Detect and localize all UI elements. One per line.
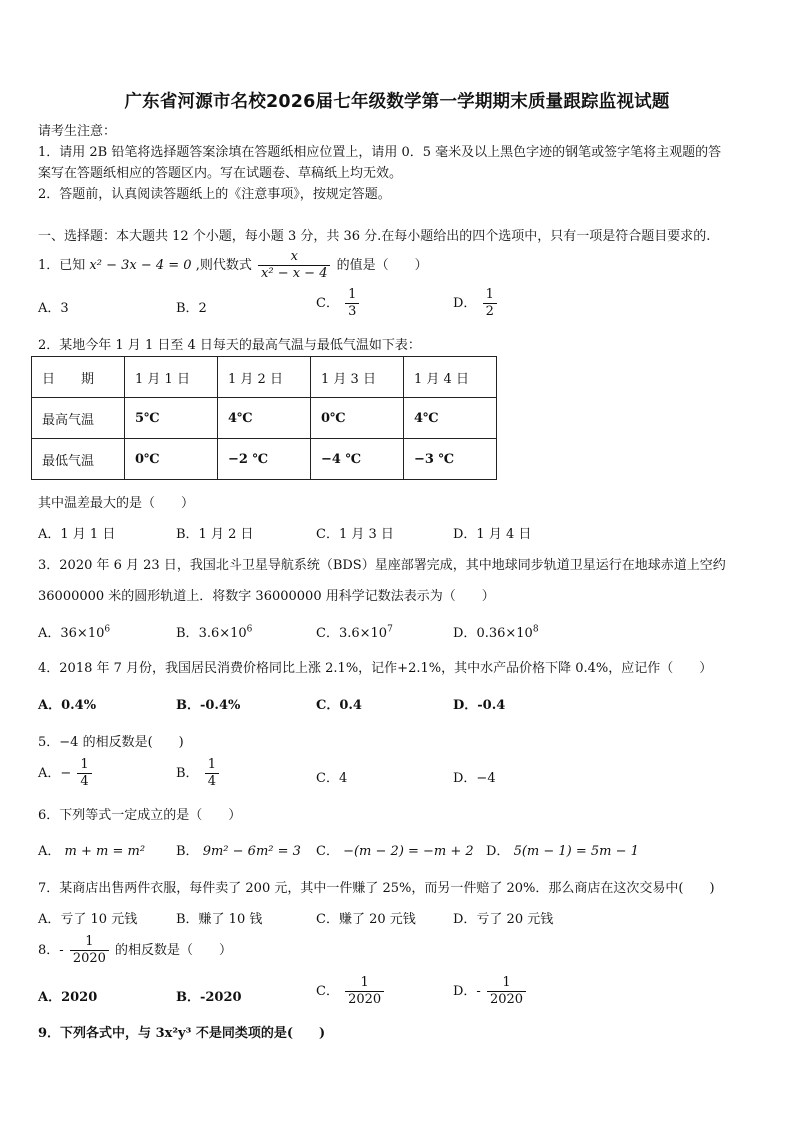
option-exponent: 8 [532,624,539,635]
q1-option-a: A．3 [38,301,69,316]
table-row [32,357,497,398]
table-cell: 最高气温 [32,398,125,439]
notice-item-1: 1．请用 2B 铅笔将选择题答案涂填在答题纸相应位置上，请用 0．5 毫米及以上黑色字迹的钢笔或签字笔将主观题的答 [38,145,722,160]
q8-option-a: A．2020 [38,990,98,1005]
q2-option-b: B．1 月 2 日 [176,527,254,542]
option-label: C． [316,626,339,641]
frac-num: 1 [483,287,497,304]
frac-den: 4 [207,774,216,789]
q1-option-c-label: C． [316,296,339,311]
q5-option-d: D．−4 [453,771,496,786]
section-heading: 一、选择题：本大题共 12 个小题，每小题 3 分，共 36 分.在每小题给出的四个选项中，只有一项是符合题目要求的. [38,229,711,244]
q5-option-b [176,757,221,790]
frac-num: 1 [487,975,526,992]
q1-option-d-label: D． [453,296,477,311]
q1-middle: ,则代数式 [195,258,252,273]
frac-den: 4 [80,774,89,789]
question-3-cont: 36000000 米的圆形轨道上．将数字 36000000 用科学记数法表示为（ ） [38,589,495,604]
q6-option-c [316,840,474,859]
table-cell: 日 期 [32,357,125,398]
frac-num: 1 [345,975,384,992]
q4-option-a: A．0.4% [38,698,97,713]
table-cell: 5℃ [125,398,218,439]
table-cell: −3 ℃ [404,439,497,480]
q4-option-c: C．0.4 [316,698,362,713]
table-cell: 4℃ [404,398,497,439]
q5-option-b-fraction [205,757,219,790]
q2-option-a: A．1 月 1 日 [38,527,116,542]
option-label: A． [38,844,61,859]
option-label: C． [316,984,339,999]
frac-den: 2020 [72,951,106,966]
option-value: 3.6×10 [338,626,388,641]
notice-item-1-cont: 案写在答题纸相应的答题区内。写在试题卷、草稿纸上均无效。 [38,166,403,181]
temperature-table [31,356,497,480]
question-8 [38,934,232,967]
q5-option-a [38,757,94,790]
option-expression: 9m² − 6m² = 3 [202,844,301,859]
q5-option-c: C．4 [316,771,348,786]
table-cell: 4℃ [218,398,311,439]
question-9: 9．下列各式中，与 3x²y³ 不是同类项的是( ) [38,1026,326,1041]
question-2: 2．某地今年 1 月 1 日至 4 日每天的最高气温与最低气温如下表： [38,338,421,353]
option-exponent: 6 [246,624,253,635]
q4-option-d: D．-0.4 [453,698,506,713]
table-cell: 1 月 3 日 [311,357,404,398]
option-label: A．− [38,766,72,781]
frac-num: 1 [70,934,109,951]
question-6: 6．下列等式一定成立的是（ ） [38,808,242,823]
option-label: C． [316,844,339,859]
table-cell: −4 ℃ [311,439,404,480]
q1-option-d [453,287,499,320]
table-row [32,439,497,480]
q8-option-d-fraction [487,975,526,1008]
option-exponent: 6 [104,624,111,635]
option-label: B． [176,766,199,781]
option-label: B． [176,626,199,641]
question-7: 7．某商店出售两件衣服，每件卖了 200 元，其中一件赚了 25%，而另一件赔了 20%．那么商店在这次交易中( ) [38,881,715,896]
q8-fraction [70,934,109,967]
q1-fraction [258,249,330,282]
q1-option-c [316,287,361,320]
q6-option-d [486,840,639,859]
table-cell: 1 月 4 日 [404,357,497,398]
option-label: B． [176,844,199,859]
option-label: A． [38,626,61,641]
frac-den: 2 [485,304,494,319]
option-label: D．- [453,984,481,999]
option-expression: −(m − 2) = −m + 2 [343,844,474,859]
q3-option-c [316,622,393,641]
q1-frac-num: x [258,249,330,266]
q2-option-c: C．1 月 3 日 [316,527,394,542]
q8-label: 8．- [38,943,64,958]
frac-num: 1 [205,757,219,774]
option-expression: m + m = m² [64,844,146,859]
q1-equation: x² − 3x − 4 = 0 [89,258,192,273]
q2-option-d: D．1 月 4 日 [453,527,532,542]
q1-suffix: 的值是（ ） [336,258,428,273]
q1-prefix: 1．已知 [38,258,86,273]
frac-num: 1 [345,287,359,304]
notice-heading: 请考生注意： [38,124,117,139]
q7-option-d: D．亏了 20 元钱 [453,912,554,927]
q1-option-d-fraction [483,287,497,320]
q8-option-c-fraction [345,975,384,1008]
q8-option-c [316,975,386,1008]
option-value: 3.6×10 [198,626,247,641]
q6-option-b [176,840,301,859]
q8-option-b: B．-2020 [176,990,242,1005]
table-cell: 0℃ [311,398,404,439]
q1-frac-den: x² − x − 4 [261,266,328,281]
q7-option-c: C．赚了 20 元钱 [316,912,416,927]
table-cell: 1 月 2 日 [218,357,311,398]
q6-option-a [38,840,145,859]
table-cell: −2 ℃ [218,439,311,480]
table-cell: 0℃ [125,439,218,480]
frac-den: 2020 [348,992,382,1007]
option-expression: 5(m − 1) = 5m − 1 [513,844,639,859]
q3-option-a [38,622,110,641]
frac-den: 3 [348,304,357,319]
option-exponent: 7 [387,624,393,635]
q1-option-c-fraction [345,287,359,320]
q1-option-b: B．2 [176,301,207,316]
table-row [32,398,497,439]
option-value: 0.36×10 [476,626,533,641]
page-title: 广东省河源市名校2026届七年级数学第一学期期末质量跟踪监视试题 [124,92,670,112]
question-4: 4．2018 年 7 月份，我国居民消费价格同比上涨 2.1%，记作+2.1%，其中水产品价格下降 0.4%，应记作（ ） [38,661,713,676]
notice-item-2: 2．答题前，认真阅读答题纸上的《注意事项》，按规定答题。 [38,187,391,202]
option-label: D． [453,626,477,641]
q4-option-b: B．-0.4% [176,698,241,713]
q3-option-b [176,622,252,641]
q3-option-d [453,622,539,641]
q8-option-d [453,975,528,1008]
q5-option-a-fraction [77,757,91,790]
q7-option-b: B．赚了 10 钱 [176,912,263,927]
question-5: 5．−4 的相反数是( ) [38,735,184,750]
question-3: 3．2020 年 6 月 23 日，我国北斗卫星导航系统（BDS）星座部署完成，其中地球同步轨道卫星运行在地球赤道上空约 [38,558,726,573]
frac-den: 2020 [489,992,524,1007]
table-cell: 1 月 1 日 [125,357,218,398]
frac-num: 1 [77,757,91,774]
q8-suffix: 的相反数是（ ） [115,943,233,958]
question-1 [38,249,428,282]
q2-question: 其中温差最大的是（ ） [38,496,195,511]
q7-option-a: A．亏了 10 元钱 [38,912,138,927]
table-cell: 最低气温 [32,439,125,480]
option-value: 36×10 [60,626,105,641]
option-label: D． [486,844,510,859]
